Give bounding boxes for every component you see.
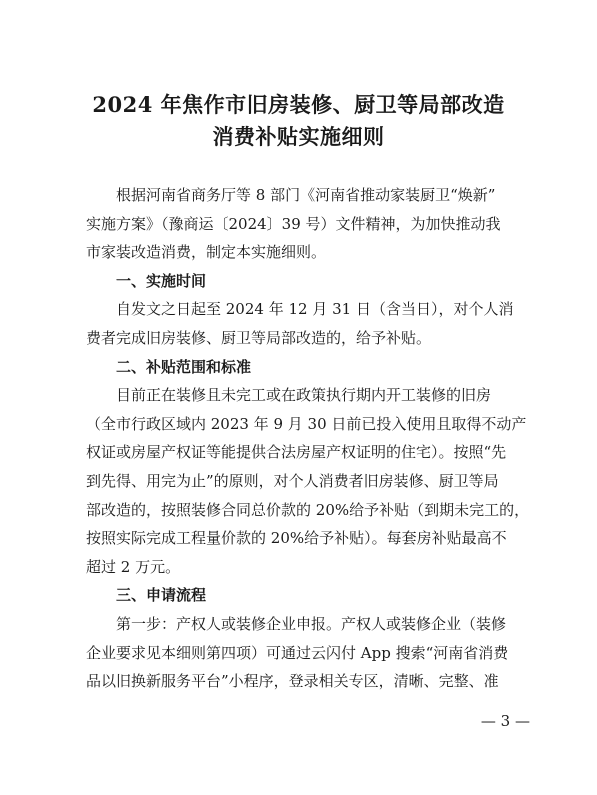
- section-2-line-2: （全市行政区域内 2023 年 9 月 30 日前已投入使用且取得不动产: [86, 414, 527, 433]
- section-3-line-2: 企业要求见本细则第四项）可通过云闪付 App 搜索“河南省消费: [86, 643, 509, 662]
- intro-line-2: 实施方案》（豫商运〔2024〕39 号）文件精神，为加快推动我: [86, 214, 501, 233]
- document-title-line-2: 消费补贴实施细则: [212, 124, 385, 149]
- page-number: — 3 —: [480, 712, 530, 730]
- section-2-line-3: 权证或房屋产权证等能提供合法房屋产权证明的住宅）。按照“先: [86, 443, 507, 462]
- section-3-line-1: 第一步：产权人或装修企业申报。产权人或装修企业（装修: [116, 614, 507, 633]
- section-1-line-2: 费者完成旧房装修、厨卫等局部改造的，给予补贴。: [86, 328, 432, 347]
- section-2-line-6: 按照实际完成工程量价款的 20%给予补贴）。每套房补贴最高不: [86, 529, 507, 548]
- section-2-line-7: 超过 2 万元。: [86, 557, 181, 576]
- intro-line-3: 市家装改造消费，制定本实施细则。: [86, 243, 327, 262]
- section-1-heading: 一、实施时间: [116, 271, 207, 290]
- intro-paragraph: [86, 181, 518, 267]
- section-1-line-1: 自发文之日起至 2024 年 12 月 31 日（含当日），对个人消: [116, 300, 514, 319]
- section-3-paragraph: [86, 610, 518, 696]
- section-2-paragraph: [86, 381, 530, 581]
- section-1-paragraph: [86, 295, 518, 352]
- section-2-heading: 二、补贴范围和标准: [116, 357, 252, 376]
- section-2-line-1: 目前正在装修且未完工或在政策执行期内开工装修的旧房: [116, 386, 492, 405]
- section-3-heading: 三、申请流程: [116, 586, 207, 605]
- section-2-line-5: 部改造的，按照装修合同总价款的 20%给予补贴（到期未完工的，: [86, 500, 530, 519]
- document-title-line-1: 2024 年焦作市旧房装修、厨卫等局部改造: [92, 92, 505, 117]
- document-body: [86, 181, 530, 696]
- section-2-line-4: 到先得、用完为止”的原则，对个人消费者旧房装修、厨卫等局: [86, 471, 499, 490]
- intro-line-1: 根据河南省商务厅等 8 部门《河南省推动家装厨卫“焕新”: [116, 186, 496, 204]
- section-3-line-3: 品以旧换新服务平台”小程序，登录相关专区，清晰、完整、准: [86, 672, 499, 691]
